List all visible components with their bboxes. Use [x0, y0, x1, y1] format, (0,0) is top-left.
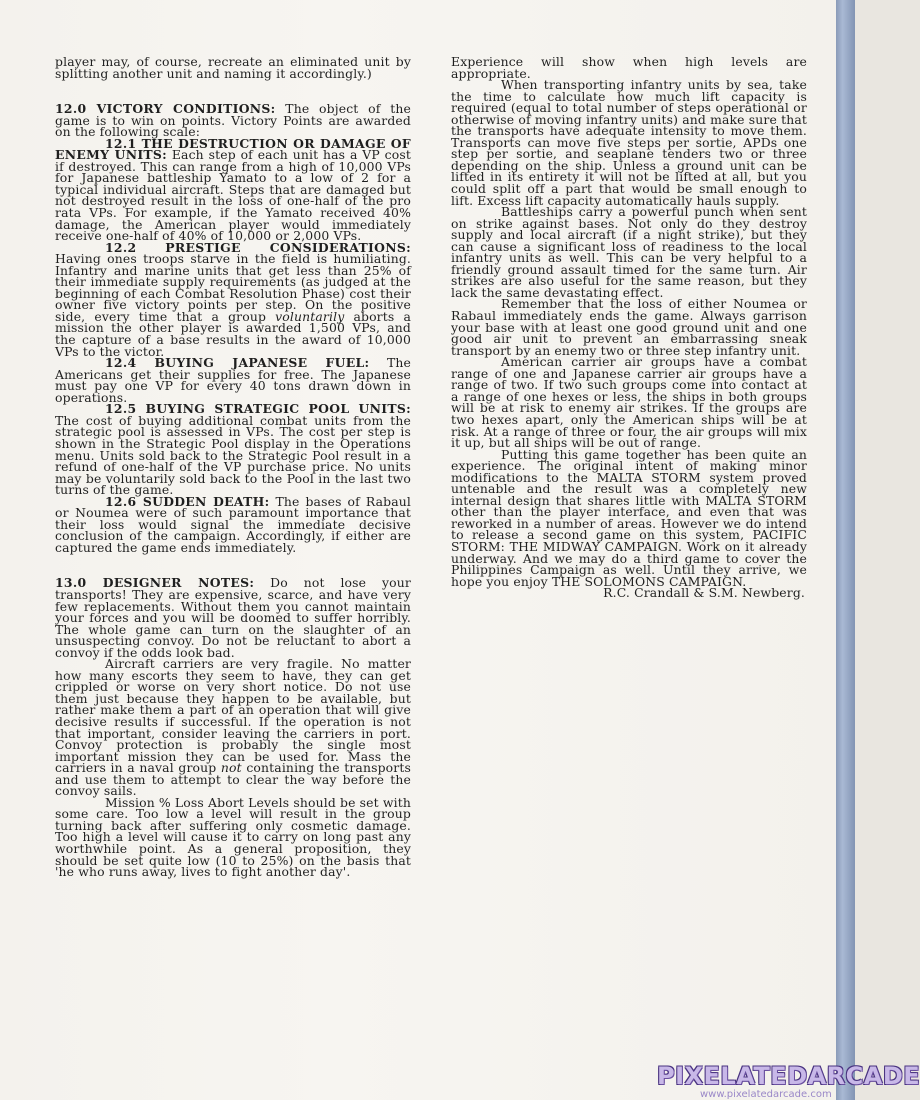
- watermark-url: www.pixelatedarcade.com: [700, 1089, 832, 1100]
- emphasis-text: voluntarily: [275, 308, 345, 324]
- section-12-6-sudden-death: [55, 493, 411, 555]
- section-text: Do not lose your transports! They are expensive, scarce, and have very few replacements. Without them you cannot maintain your forces and you will be doomed to suffer horribly. The whole game can turn on the slaughter of an unsuspecting convoy. Do not be reluctant to abort a convoy if the odds look bad.: [55, 575, 411, 660]
- section-12-victory-conditions: [55, 103, 411, 138]
- paragraph-battleships: Battleships carry a powerful punch when sent on strike against bases. Not only do they destroy supply and local aircraft (if a night strike), but they can cause a significant loss of readiness to the local infantry units as well. This can be very helpful to a friendly ground assault timed for the same turn. Air strikes are also useful for the same reason, but they lack the same devastating effect.: [451, 204, 807, 300]
- section-text: The cost of buying additional combat units from the strategic pool is assessed in VPs. The cost per step is shown in the Strategic Pool display in the Operations menu. Units sold back to the Strategic Pool result in a refund of one-half of the VP purchase price. No units may be voluntarily sold back to the Pool in the last two turns of the game.: [55, 412, 411, 498]
- section-heading: 12.2 PRESTIGE CONSIDERATIONS:: [105, 239, 411, 255]
- paragraph-abort-levels: Mission % Loss Abort Levels should be set with some care. Too low a level will result in the group turning back after suffering only cosmetic damage. Too high a level will cause it to carry on long past any worthwhile point. As a general proposition, they should be set quite low (10 to 25%) on the basis that 'he who runs away, lives to fight another day'.: [55, 794, 411, 880]
- section-text: Having ones troops starve in the field is humiliating. Infantry and marine units that get less than 25% of their immediate supply requirements (as judged at the beginning of each Combat Resolution Phase) cost their owner five victory points per step. On the positive side, every time that a group: [55, 251, 411, 324]
- paragraph-experience: Experience will show when high levels are appropriate.: [451, 54, 807, 81]
- section-text: aborts a mission the other player is awarded 1,500 VPs, and the capture of a base results in the award of 10,000 VPs to the victor.: [55, 308, 411, 359]
- left-column: [55, 56, 411, 878]
- section-text: The object of the game is to win on points. Victory Points are awarded on the following scale:: [55, 101, 412, 140]
- section-heading: 12.5 BUYING STRATEGIC POOL UNITS:: [105, 401, 411, 417]
- author-signature: R.C. Crandall & S.M. Newberg.: [603, 585, 805, 601]
- right-column: [451, 56, 807, 599]
- section-12-4-fuel: [55, 357, 411, 403]
- section-text: containing the transports and use them to attempt to clear the way before the convoy sails.: [55, 760, 411, 799]
- intro-paragraph: player may, of course, recreate an eliminated unit by splitting another unit and naming it accordingly.): [55, 54, 411, 81]
- section-12-1-destruction: [55, 135, 411, 244]
- paragraph-transports: When transporting infantry units by sea, take the time to calculate how much lift capacity is required (equal to total number of steps operational or otherwise of moving infantry units) and make sure that the transports have adequate intensity to move them. Transports can move five steps per sortie, APDs one step per sortie, and seaplane tenders two or three depending on the ship. Unless a ground unit can be lifted in its entirety it will not be lifted at all, but you could split off a part that would be small enough to lift. Excess lift capacity automatically hauls supply.: [451, 77, 807, 208]
- binding-edge: [836, 0, 855, 1100]
- section-heading: 12.6 SUDDEN DEATH:: [105, 493, 270, 509]
- section-heading: 12.1 THE DESTRUCTION OR DAMAGE OF ENEMY UNITS:: [55, 135, 411, 163]
- paragraph-remember: Remember that the loss of either Noumea or Rabaul immediately ends the game. Always garrison your base with at least one good ground unit and one good air unit to prevent an embarrassing sneak transport by an enemy two or three step infantry unit.: [451, 296, 807, 358]
- section-text: Aircraft carriers are very fragile. No matter how many escorts they seem to have, they can get crippled or worse on very short notice. Do not use them just because they happen to be available, but rather make them a part of an operation that will give decisive results if successful. If the operation is not that important, consider leaving the carriers in port. Convoy protection is probably the single most important mission they can be used for. Mass the carriers in a naval group: [55, 656, 411, 776]
- section-12-2-prestige: [55, 239, 411, 359]
- section-heading: 12.4 BUYING JAPANESE FUEL:: [105, 355, 370, 371]
- section-text: The bases of Rabaul or Noumea were of such paramount importance that their loss would signal the immediate decisive conclusion of the campaign. Accordingly, if either are captured the game ends immediately.: [55, 493, 411, 555]
- section-text: Each step of each unit has a VP cost if destroyed. This can range from a high of 10,000 VPs for Japanese battleship Yamato to a low of 2 for a typical individual aircraft. Steps that are damaged but not destroyed result in the loss of one-half of the pro rata VPs. For example, if the Yamato received 40% damage, the American player would immediately receive one-half of 40% of 10,000 or 2,000 VPs.: [55, 147, 411, 244]
- paragraph-carriers: [55, 658, 411, 797]
- section-heading: 13.0 DESIGNER NOTES:: [55, 575, 255, 591]
- section-13-designer-notes: [55, 577, 411, 658]
- section-heading: 12.0 VICTORY CONDITIONS:: [55, 101, 276, 117]
- section-12-5-strategic-pool: [55, 401, 411, 498]
- section-text: The Americans get their supplies for free. The Japanese must pay one VP for every 40 tons drawn down in operations.: [55, 355, 411, 405]
- paragraph-putting-together: Putting this game together has been quite an experience. The original intent of making minor modifications to the MALTA STORM system proved untenable and the result was a completely new internal design that shares little with MALTA STORM other than the player interface, and even that was reworked in a number of areas. However we do intend to release a second game on this system, PACIFIC STORM: THE MIDWAY CAMPAIGN. Work on it already underway. And we may do a third game to cover the Philippines Campaign as well. Until they arrive, we hope you enjoy THE SOLOMONS CAMPAIGN.: [451, 446, 807, 589]
- emphasis-text: not: [220, 760, 242, 776]
- paragraph-american-carriers: American carrier air groups have a combat range of one and Japanese carrier air groups have a range of two. If two such groups come into contact at a range of one hexes or less, the ships in both groups will be at risk to enemy air strikes. If the groups are two hexes apart, only the American ships will be at risk. At a range of three or four, the air groups will mix it up, but all ships will be out of range.: [451, 354, 807, 451]
- watermark-logo: PIXELATEDARCADE: [657, 1062, 920, 1090]
